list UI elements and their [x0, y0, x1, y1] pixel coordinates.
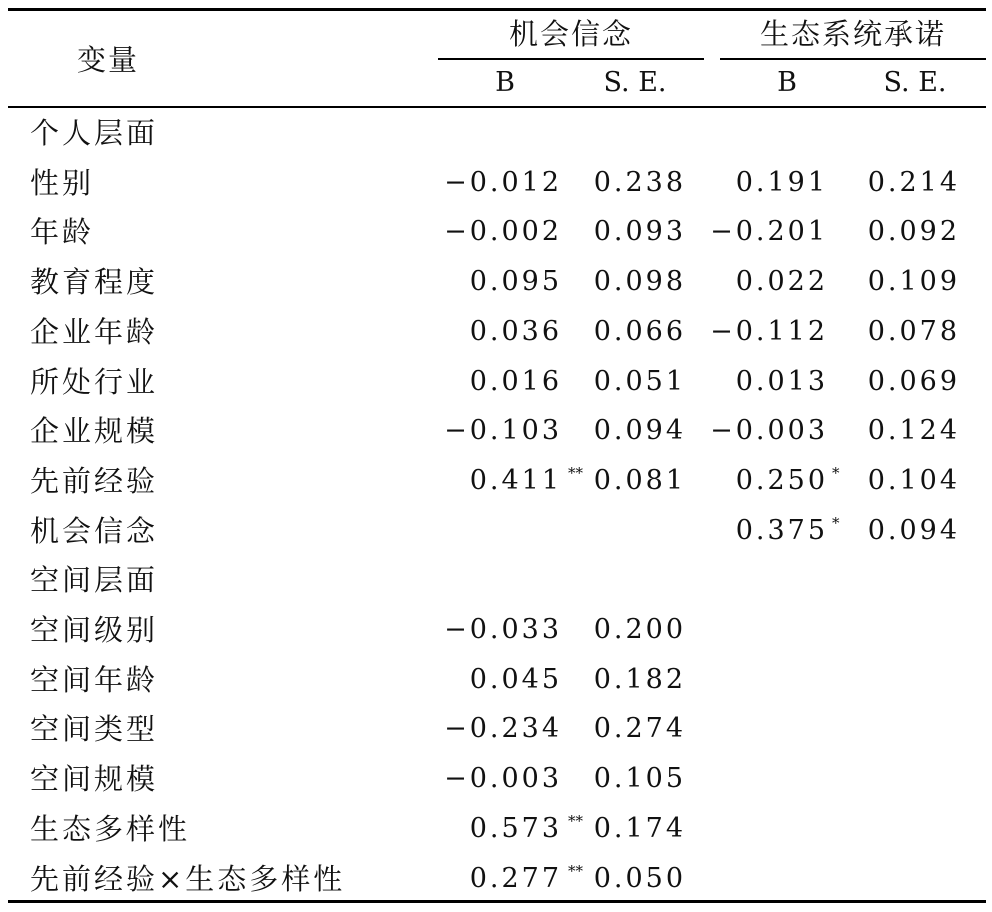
b-value-group1: −0.103 [444, 415, 562, 446]
header-group-opportunity-belief: 机会信念 [508, 17, 633, 51]
header-se-group1: S. E. [603, 67, 667, 98]
b-value-group1: 0.036 [469, 316, 562, 347]
row-label: 个人层面 [30, 116, 159, 150]
b-value-group1: 0.277 [469, 863, 562, 894]
significance-marker-group1: ** [568, 812, 583, 830]
row-label: 空间规模 [30, 762, 159, 796]
row-label: 空间层面 [30, 563, 159, 597]
row-label: 先前经验 [30, 464, 159, 498]
significance-marker-group2: * [832, 464, 840, 482]
b-value-group1: −0.002 [444, 216, 562, 247]
significance-marker-group1: ** [568, 862, 583, 880]
b-value-group1: 0.045 [469, 664, 562, 695]
b-value-group2: −0.201 [710, 216, 828, 247]
top-rule [8, 8, 986, 11]
group2-underline [720, 58, 986, 60]
b-value-group1: −0.012 [444, 167, 562, 198]
row-label: 机会信念 [30, 514, 159, 548]
header-group-ecosystem-commitment: 生态系统承诺 [759, 17, 946, 51]
header-b-group1: B [495, 67, 515, 98]
row-label: 年龄 [30, 215, 95, 249]
row-label: 生态多样性 [30, 812, 191, 846]
row-label: 空间类型 [30, 712, 159, 746]
row-label: 性别 [30, 166, 95, 200]
significance-marker-group1: ** [568, 464, 583, 482]
row-label: 先前经验×生态多样性 [30, 862, 346, 896]
se-value-group2: 0.078 [867, 316, 960, 347]
b-value-group1: −0.033 [444, 614, 562, 645]
se-value-group1: 0.051 [593, 366, 686, 397]
se-value-group1: 0.050 [593, 863, 686, 894]
header-se-group2: S. E. [883, 67, 947, 98]
se-value-group1: 0.174 [593, 813, 686, 844]
header-variable: 变量 [76, 43, 139, 77]
b-value-group2: −0.112 [710, 316, 828, 347]
se-value-group2: 0.069 [867, 366, 960, 397]
row-label: 企业规模 [30, 414, 159, 448]
b-value-group1: 0.573 [469, 813, 562, 844]
significance-marker-group2: * [832, 514, 840, 532]
se-value-group2: 0.109 [867, 266, 960, 297]
header-rule [8, 106, 986, 108]
b-value-group1: 0.016 [469, 366, 562, 397]
b-value-group1: 0.411 [469, 465, 562, 496]
b-value-group1: 0.095 [469, 266, 562, 297]
se-value-group1: 0.094 [593, 415, 686, 446]
se-value-group1: 0.081 [593, 465, 686, 496]
b-value-group2: 0.250 [735, 465, 828, 496]
b-value-group1: −0.003 [444, 763, 562, 794]
row-label: 企业年龄 [30, 315, 159, 349]
se-value-group2: 0.214 [867, 167, 960, 198]
se-value-group2: 0.094 [867, 515, 960, 546]
b-value-group2: −0.003 [710, 415, 828, 446]
se-value-group1: 0.238 [593, 167, 686, 198]
b-value-group2: 0.013 [735, 366, 828, 397]
se-value-group1: 0.105 [593, 763, 686, 794]
row-label: 所处行业 [30, 365, 159, 399]
se-value-group1: 0.200 [593, 614, 686, 645]
b-value-group2: 0.022 [735, 266, 828, 297]
b-value-group2: 0.375 [735, 515, 828, 546]
row-label: 空间级别 [30, 613, 159, 647]
se-value-group1: 0.098 [593, 266, 686, 297]
se-value-group1: 0.274 [593, 713, 686, 744]
header-b-group2: B [777, 67, 797, 98]
b-value-group1: −0.234 [444, 713, 562, 744]
group1-underline [438, 58, 704, 60]
se-value-group1: 0.093 [593, 216, 686, 247]
bottom-rule [8, 900, 986, 903]
se-value-group2: 0.124 [867, 415, 960, 446]
b-value-group2: 0.191 [735, 167, 828, 198]
row-label: 教育程度 [30, 265, 159, 299]
row-label: 空间年龄 [30, 663, 159, 697]
se-value-group2: 0.104 [867, 465, 960, 496]
se-value-group1: 0.182 [593, 664, 686, 695]
se-value-group1: 0.066 [593, 316, 686, 347]
se-value-group2: 0.092 [867, 216, 960, 247]
